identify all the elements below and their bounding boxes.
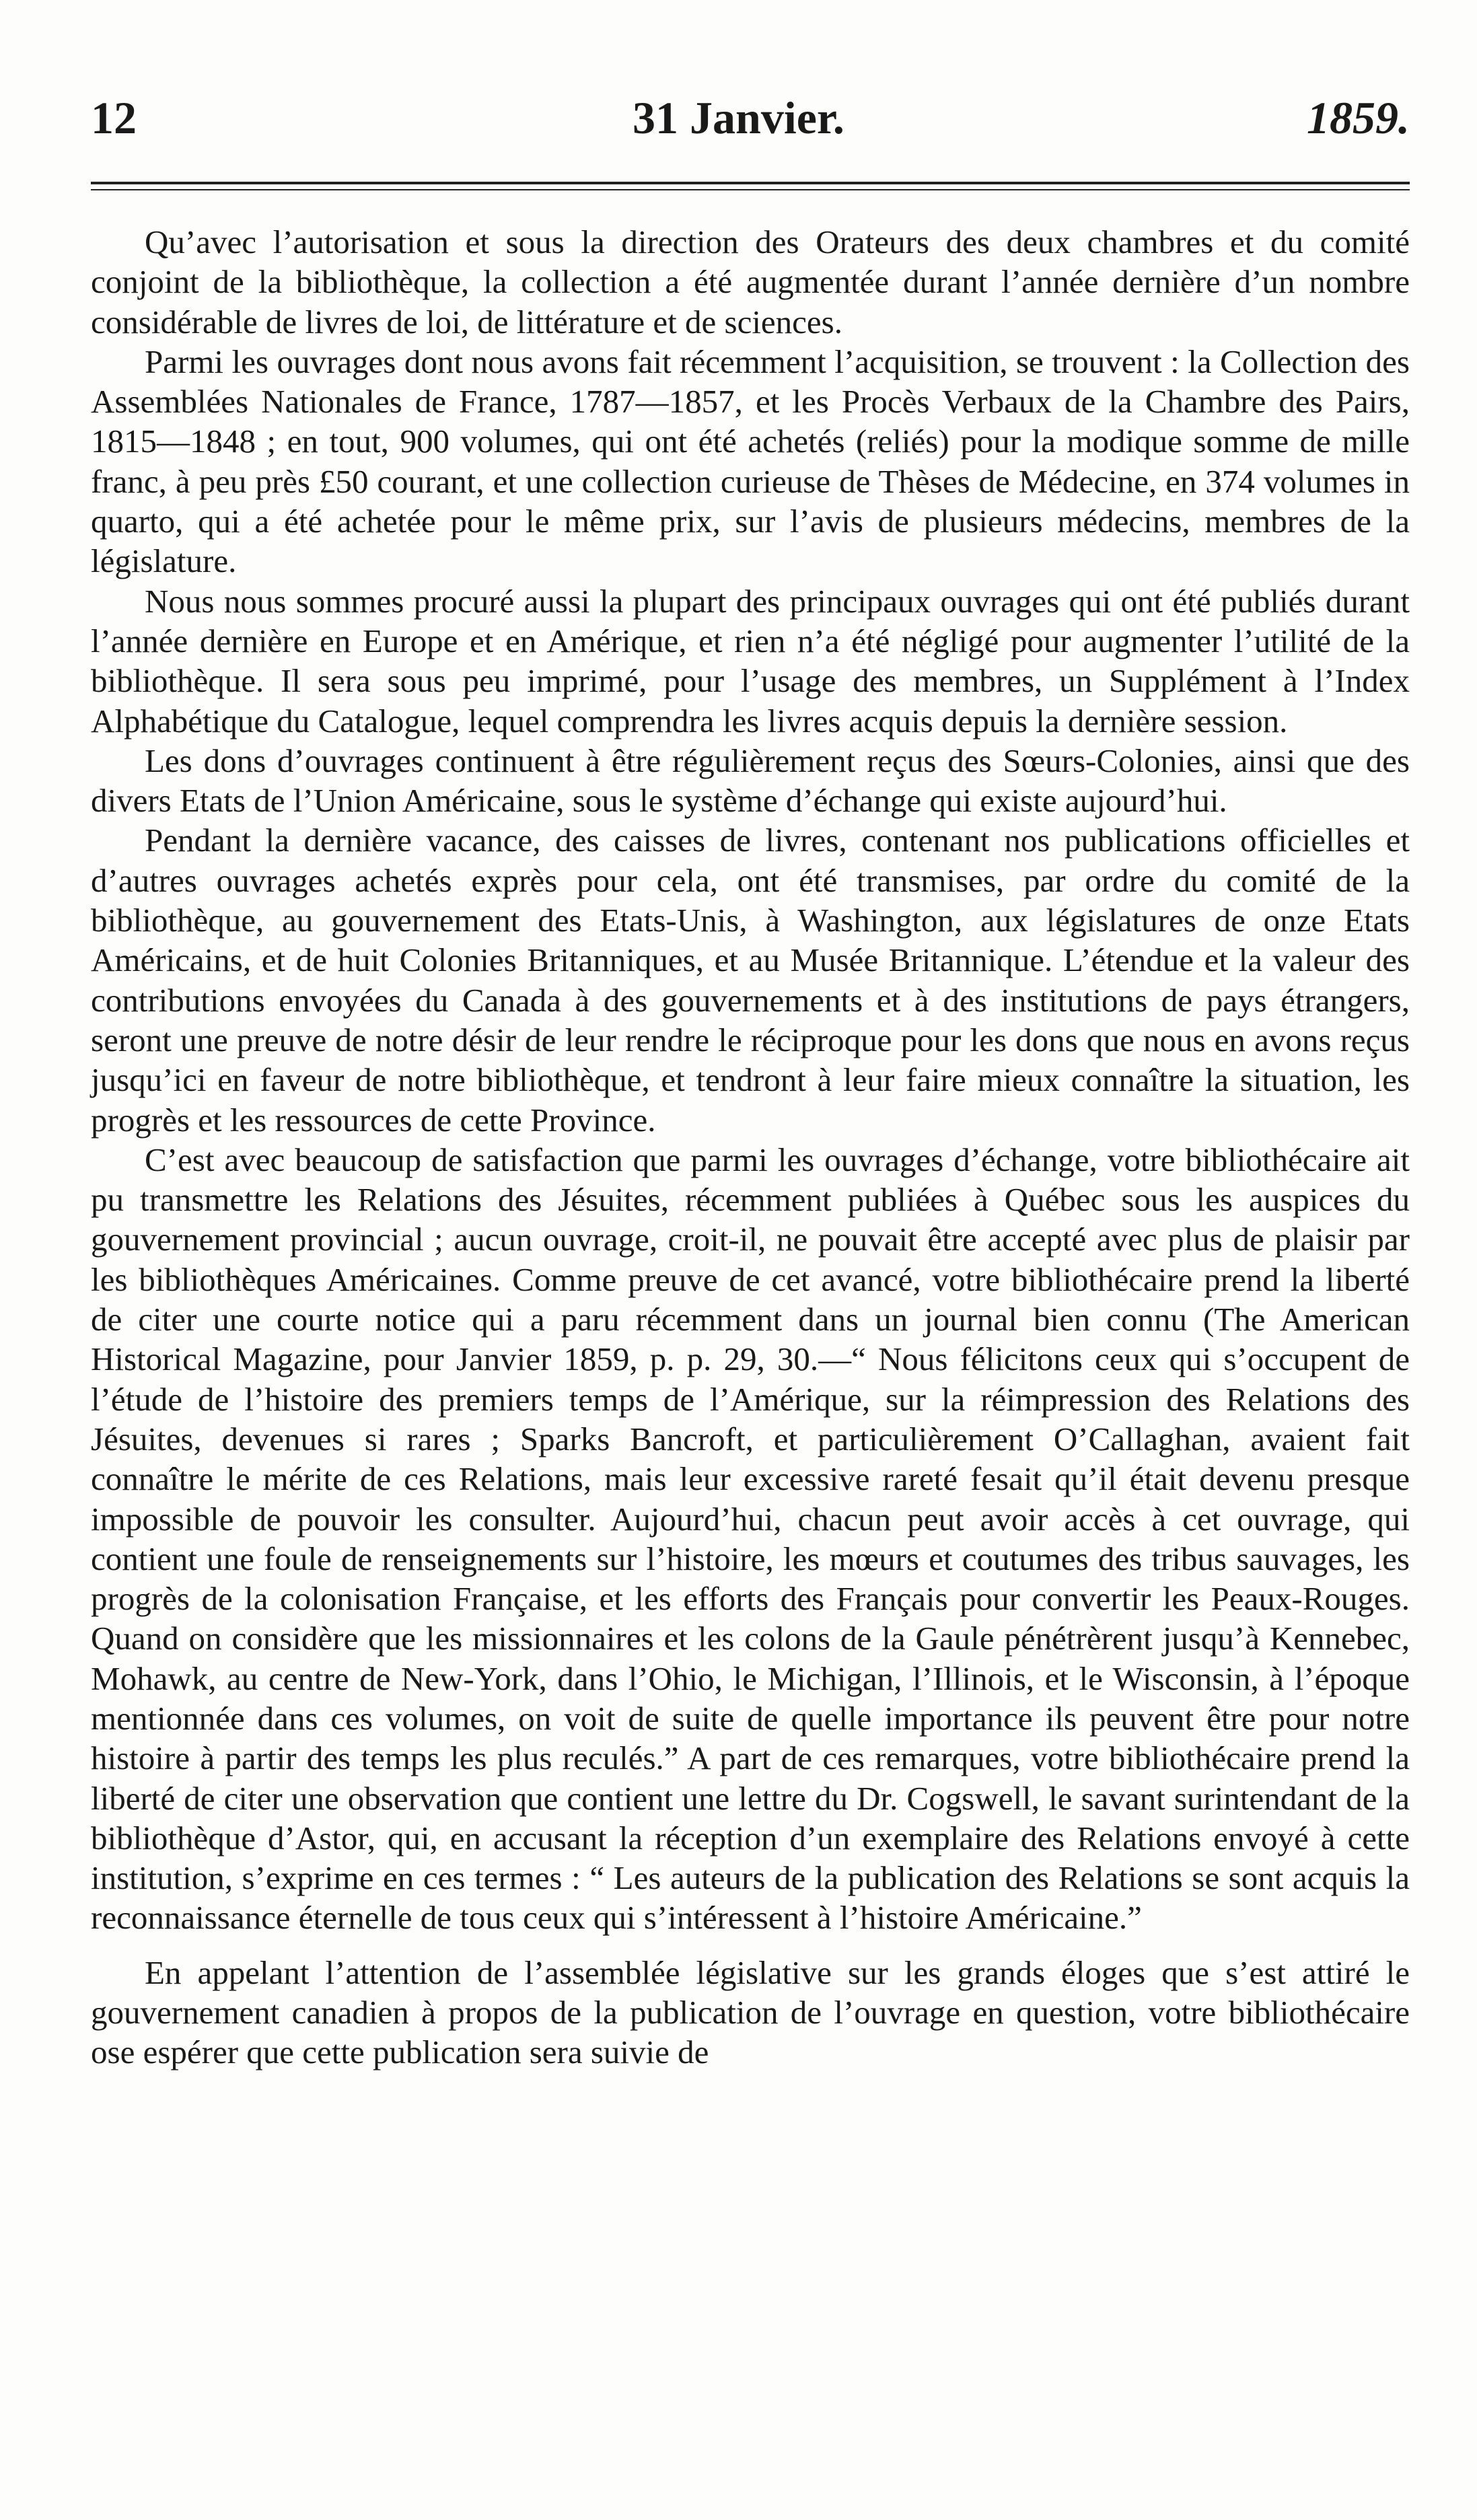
paragraph: C’est avec beaucoup de satisfaction que parmi les ouvrages d’échange, votre bibliothécaire ait pu transmettre les Relations des Jésuites, récemment publiées à Québec sous les auspices du gouvernement provincial ; aucun ouvrage, croit-il, ne pouvait être accepté avec plus de plaisir par les bibliothèques Américaines. Comme preuve de cet avancé, votre bibliothécaire prend la liberté de citer une courte notice qui a paru récemment dans un journal bien connu (The American Historical Magazine, pour Janvier 1859, p. p. 29, 30.—“ Nous félicitons ceux qui s’occupent de l’étude de l’histoire des premiers temps de l’Amérique, sur la réimpression des Relations des Jésuites, devenues si rares ; Sparks Bancroft, et particulièrement O’Callaghan, avaient fait connaître le mérite de ces Relations, mais leur excessive rareté fesait qu’il était devenu presque impossible de pouvoir les consulter. Aujourd’hui, chacun peut avoir accès à cet ouvrage, qui contient une foule de renseignements sur l’histoire, les mœurs et coutumes des tribus sauvages, les progrès de la colonisation Française, et les efforts des Français pour convertir les Peaux-Rouges. Quand on considère que les missionnaires et les colons de la Gaule pénétrèrent jusqu’à Kennebec, Mohawk, au centre de New-York, dans l’Ohio, le Michigan, l’Illinois, et le Wisconsin, à l’époque mentionnée dans ces volumes, on voit de suite de quelle importance ils peuvent être pour notre histoire à partir des temps les plus reculés.” A part de ces remarques, votre bibliothécaire prend la liberté de citer une observation que contient une lettre du Dr. Cogswell, le savant surintendant de la bibliothèque d’Astor, qui, en accusant la réception d’un exemplaire des Relations envoyé à cette institution, s’exprime en ces termes : “ Les auteurs de la publication des Relations se sont acquis la reconnaissance éternelle de tous ceux qui s’intéressent à l’histoire Américaine.” bbox=[91, 1141, 1410, 1937]
paragraph: Les dons d’ouvrages continuent à être régulièrement reçus des Sœurs-Colonies, ainsi que des divers Etats de l’Union Américaine, sous le système d’échange qui existe aujourd’hui. bbox=[91, 742, 1410, 820]
paragraph: Qu’avec l’autorisation et sous la direction des Orateurs des deux chambres et du comité conjoint de la bibliothèque, la collection a été augmentée durant l’année dernière d’un nombre considérable de livres de loi, de littérature et de sciences. bbox=[91, 223, 1410, 340]
header-year: 1859. bbox=[1307, 92, 1410, 143]
paragraph: Pendant la dernière vacance, des caisses de livres, contenant nos publications officielles et d’autres ouvrages achetés exprès pour cela, ont été transmises, par ordre du comité de la bibliothèque, au gouvernement des Etats-Unis, à Washington, aux législatures de onze Etats Américains, et de huit Colonies Britanniques, et au Musée Britannique. L’étendue et la valeur des contributions envoyées du Canada à des gouvernements et à des institutions de pays étrangers, seront une preuve de notre désir de leur rendre le réciproque pour les dons que nous en avons reçus jusqu’ici en faveur de notre bibliothèque, et tendront à leur faire mieux connaître la situation, les progrès et les ressources de cette Province. bbox=[91, 822, 1410, 1139]
paragraph: Parmi les ouvrages dont nous avons fait récemment l’acquisition, se trouvent : la Collection des Assemblées Nationales de France, 1787—1857, et les Procès Verbaux de la Chambre des Pairs, 1815—1848 ; en tout, 900 volumes, qui ont été achetés (reliés) pour la modique somme de mille franc, à peu près £50 courant, et une collection curieuse de Thèses de Médecine, en 374 volumes in quarto, qui a été achetée pour le même prix, sur l’avis de plusieurs médecins, membres de la législature. bbox=[91, 343, 1410, 580]
header-date: 31 Janvier. bbox=[633, 92, 844, 143]
body-text bbox=[91, 222, 1410, 2073]
header-rule-thick bbox=[91, 182, 1410, 184]
page-header bbox=[91, 87, 1410, 148]
header-rule-thin bbox=[91, 189, 1410, 190]
paragraph: Nous nous sommes procuré aussi la plupart des principaux ouvrages qui ont été publiés durant l’année dernière en Europe et en Amérique, et rien n’a été négligé pour augmenter l’utilité de la bibliothèque. Il sera sous peu imprimé, pour l’usage des membres, un Supplément à l’Index Alphabétique du Catalogue, lequel comprendra les livres acquis depuis la dernière session. bbox=[91, 582, 1410, 740]
paragraph: En appelant l’attention de l’assemblée législative sur les grands éloges que s’est attiré le gouvernement canadien à propos de la publication de l’ouvrage en question, votre bibliothécaire ose espérer que cette publication sera suivie de bbox=[91, 1953, 1410, 2071]
page-number: 12 bbox=[91, 92, 137, 143]
